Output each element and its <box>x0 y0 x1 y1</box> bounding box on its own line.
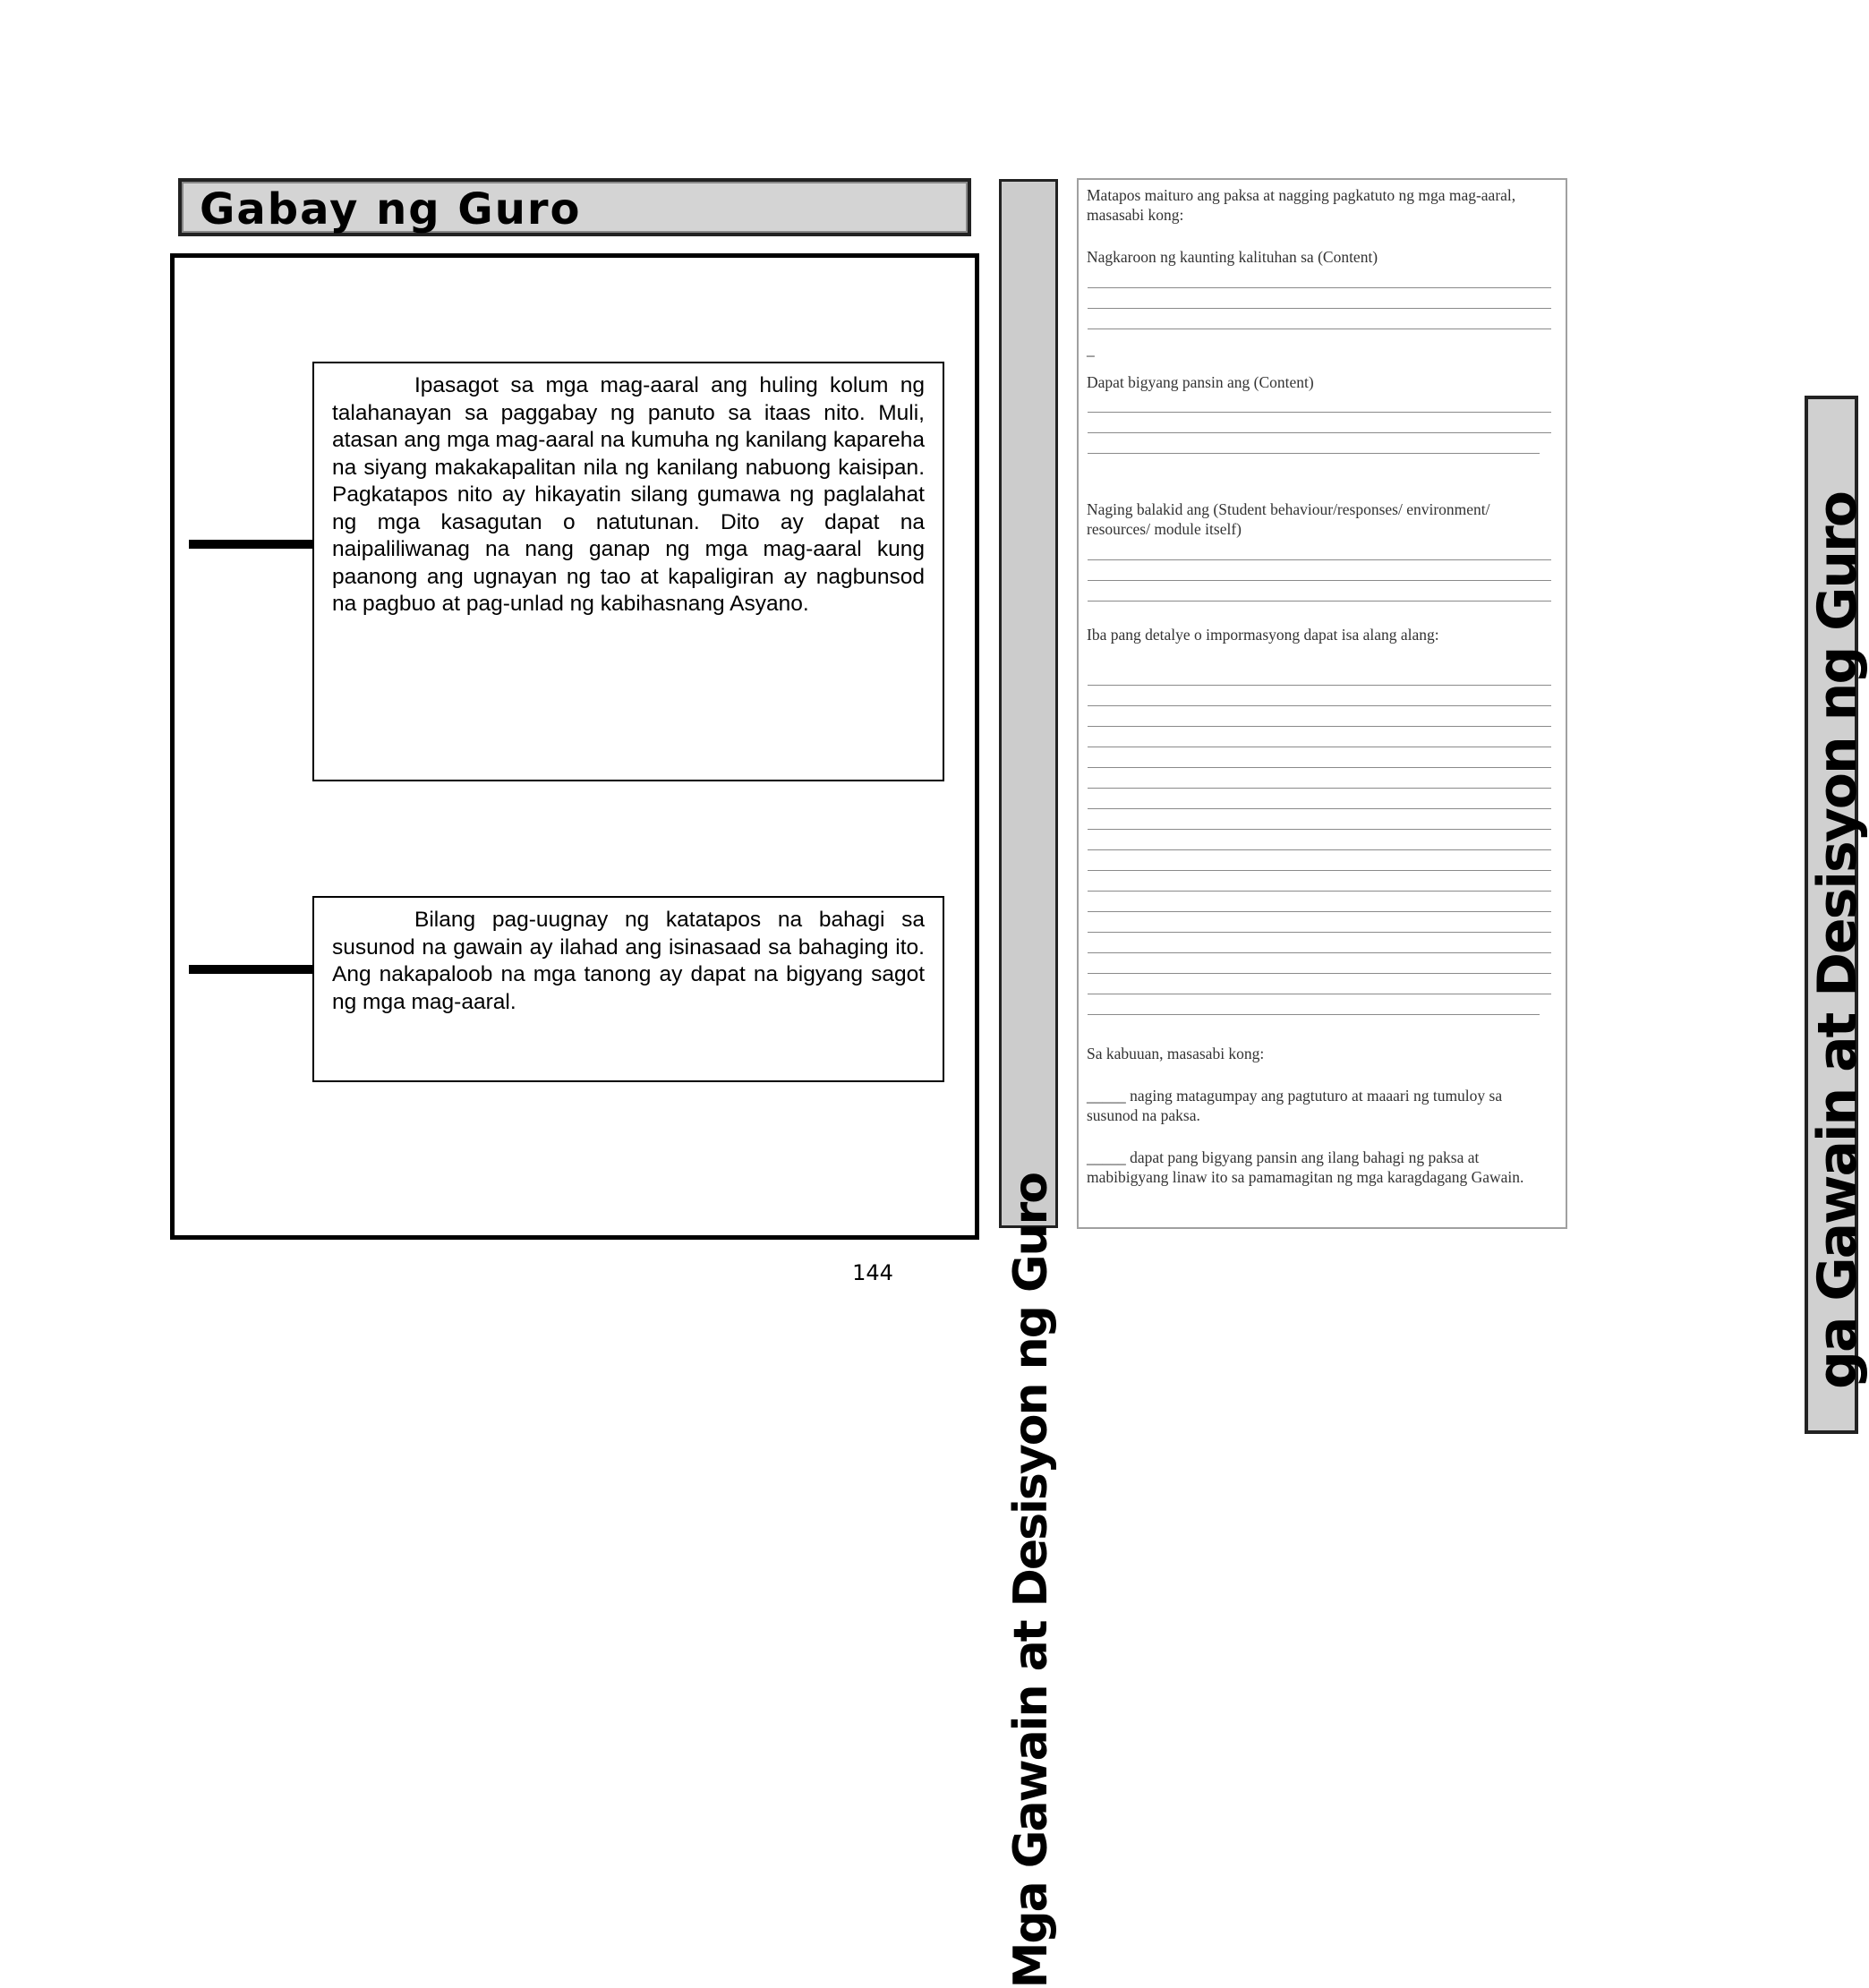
answer-line[interactable] <box>1088 453 1540 454</box>
answer-line[interactable] <box>1088 952 1551 953</box>
teacher-note-text: Bilang pag-uugnay ng katatapos na bahagi sa susunod na gawain ay ilahad ang isinasaad sa bahaging ito. Ang nakapaloob na mga tanong ay dapat na bigyang sagot ng mga mag-aaral. <box>332 908 925 1014</box>
teacher-note-box <box>312 896 944 1082</box>
stray-mark: _ <box>1087 340 1095 358</box>
connector-line <box>189 965 314 974</box>
banner-title: ga Gawain at Desisyon ng Guro <box>1806 492 1869 1389</box>
answer-line[interactable] <box>1088 767 1551 768</box>
answer-line[interactable] <box>1088 932 1551 933</box>
answer-line[interactable] <box>1088 788 1551 789</box>
answer-line[interactable] <box>1088 1014 1540 1015</box>
answer-line[interactable] <box>1088 829 1551 830</box>
teacher-note-text: Ipasagot sa mga mag-aaral ang huling kolum ng talahanayan sa paggabay ng panuto sa itaas nito. Muli, atasan ang mga mag-aaral na kumuha ng kanilang kapareha na siyang makakapalitan nila ng kanilang nabuong kaisipan. Pagkatapos nito ay hikayatin silang gumawa ng paglalahat ng mga kasagutan o natutunan. Dito ay dapat na naipaliliwanag na nang ganap ng mga mag-aaral kung paanong ang ugnayan ng tao at kapaligiran ay nagbunsod na pagbuo at pag-unlad ng kabihasnang Asyano. <box>332 373 925 616</box>
vertical-section-banner <box>999 179 1058 1988</box>
answer-line[interactable] <box>1088 726 1551 727</box>
page-number: 144 <box>852 1260 893 1285</box>
page-title: Gabay ng Guro <box>200 184 582 235</box>
answer-line[interactable] <box>1088 580 1551 581</box>
answer-line[interactable] <box>1088 808 1551 809</box>
answer-line[interactable] <box>1088 328 1551 329</box>
answer-line[interactable] <box>1088 601 1551 602</box>
connector-line <box>189 540 314 549</box>
answer-line[interactable] <box>1088 705 1551 706</box>
banner-title: Mga Gawain at Desisyon ng Guro <box>1004 1173 1058 1988</box>
form-section-label: Nagkaroon ng kaunting kalituhan sa (Content) <box>1087 248 1378 266</box>
answer-line[interactable] <box>1088 891 1551 892</box>
next-page-banner <box>1805 396 1869 1434</box>
teacher-note-box <box>312 362 944 781</box>
teacher-reflection-form <box>1077 178 1567 1229</box>
answer-line[interactable] <box>1088 973 1551 974</box>
answer-line[interactable] <box>1088 911 1551 912</box>
form-section-label: Iba pang detalye o impormasyong dapat isa alang alang: <box>1087 626 1439 644</box>
form-section-label: Naging balakid ang (Student behaviour/responses/ environment/ resources/ module itself) <box>1087 500 1490 538</box>
form-section-label: Dapat bigyang pansin ang (Content) <box>1087 373 1314 391</box>
answer-line[interactable] <box>1088 412 1551 413</box>
answer-line[interactable] <box>1088 849 1551 850</box>
form-intro: Matapos maituro ang paksa at nagging pagkatuto ng mga mag-aaral, masasabi kong: <box>1087 186 1516 224</box>
summary-option: _____ naging matagumpay ang pagtuturo at maaari ng tumuloy sa susunod na paksa. <box>1087 1087 1503 1124</box>
answer-line[interactable] <box>1088 287 1551 288</box>
answer-line[interactable] <box>1088 308 1551 309</box>
answer-line[interactable] <box>1088 559 1551 560</box>
answer-line[interactable] <box>1088 432 1551 433</box>
summary-option: _____ dapat pang bigyang pansin ang ilang bahagi ng paksa at mabibigyang linaw ito sa pamamagitan ng mga karagdagang Gawain. <box>1087 1148 1524 1186</box>
summary-label: Sa kabuuan, masasabi kong: <box>1087 1045 1265 1062</box>
answer-line[interactable] <box>1088 870 1551 871</box>
page-header <box>178 178 971 236</box>
answer-line[interactable] <box>1088 685 1551 686</box>
